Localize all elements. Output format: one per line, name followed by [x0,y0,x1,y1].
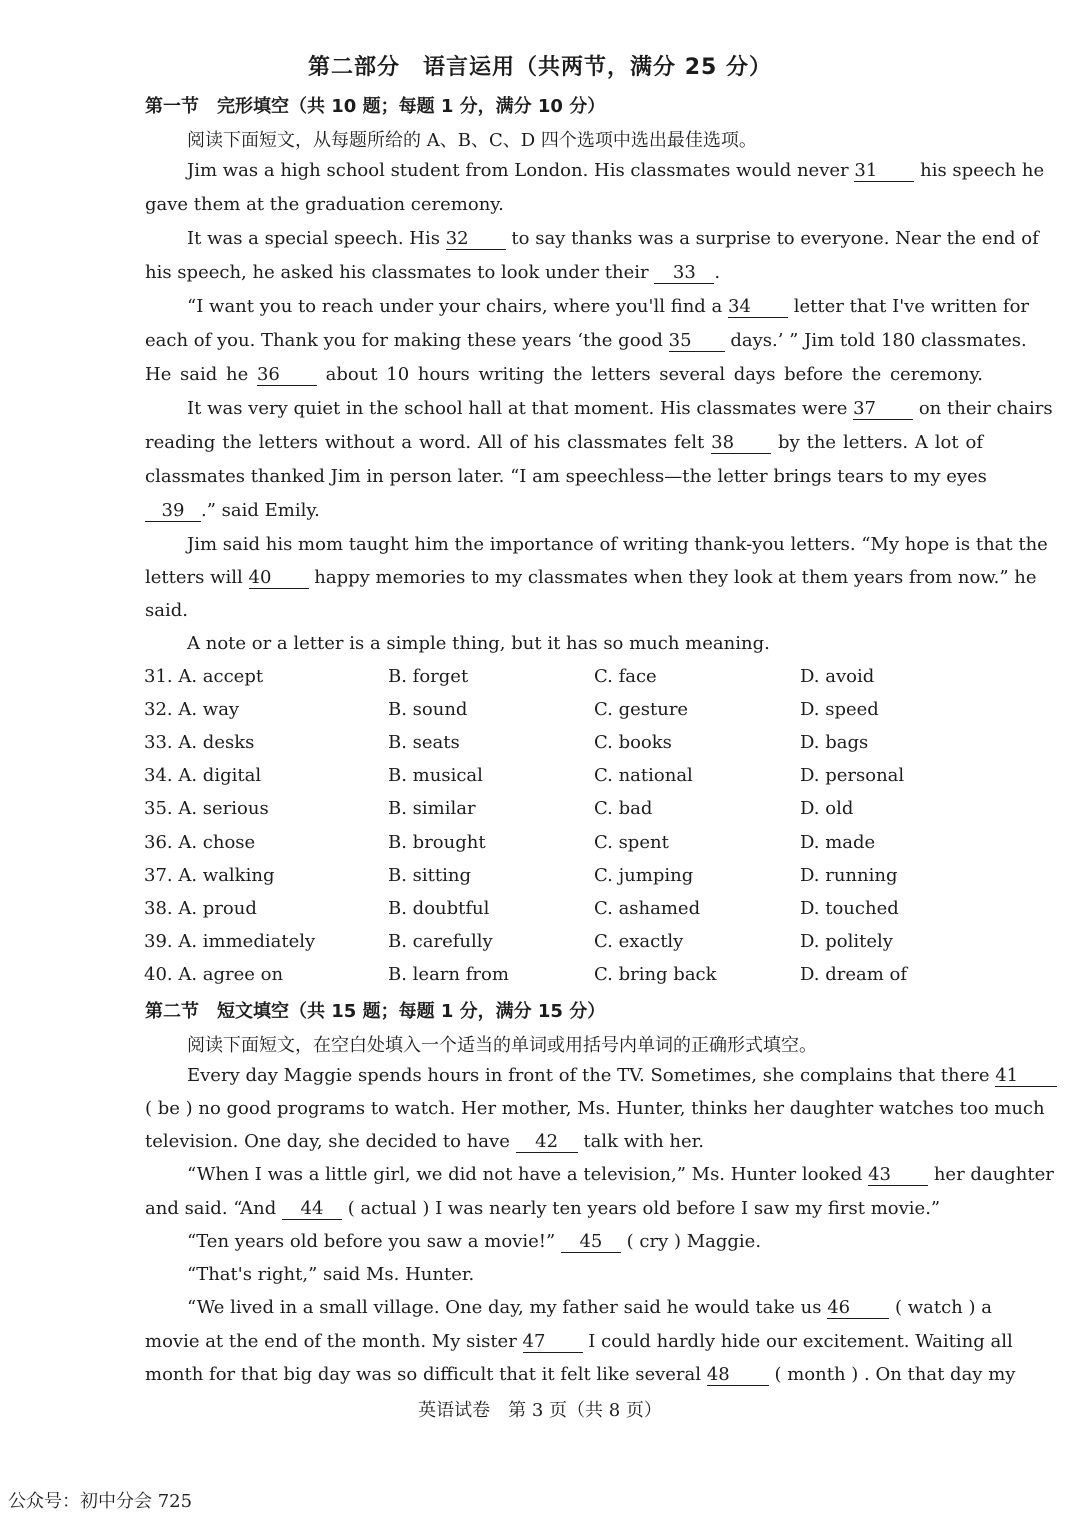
answer-blank[interactable]: 40 [249,568,309,589]
passage2-line: and said. “And 44 ( actual ) I was nearly ten years old before I saw my first movie.” [145,1198,941,1219]
passage1-line: reading the letters without a word. All of his classmates felt 38 by the letters. A lot of [145,432,983,453]
option-row [0,832,1080,854]
option-row [0,898,1080,920]
option-d[interactable]: D. politely [800,931,893,952]
option-d[interactable]: D. dream of [800,964,908,985]
option-a[interactable]: 39. A. immediately [144,931,316,952]
passage2-line: month for that big day was so difficult that it felt like several 48 ( month ) . On that day my [145,1364,1016,1385]
passage1-line: It was a special speech. His 32 to say thanks was a surprise to everyone. Near the end of [187,228,1039,249]
option-c[interactable]: C. ashamed [594,898,701,919]
option-row [0,699,1080,721]
option-b[interactable]: B. sound [388,699,468,720]
answer-blank[interactable]: 35 [669,331,725,352]
answer-blank[interactable]: 38 [711,433,771,454]
answer-blank[interactable]: 41 [995,1066,1057,1087]
passage2-line: Every day Maggie spends hours in front of the TV. Sometimes, she complains that there 41 [145,1065,983,1087]
option-d[interactable]: D. made [800,832,876,853]
option-d[interactable]: D. running [800,865,898,886]
option-d[interactable]: D. bags [800,732,869,753]
option-a[interactable]: 34. A. digital [144,765,262,786]
option-a[interactable]: 32. A. way [144,699,240,720]
answer-blank[interactable]: 43 [868,1165,928,1186]
section2-heading: 第二节 短文填空（共 15 题；每题 1 分，满分 15 分） [145,1001,606,1022]
option-c[interactable]: C. gesture [594,699,689,720]
option-b[interactable]: B. sitting [388,865,472,886]
passage1-line: Jim was a high school student from London. His classmates would never 31 his speech he [187,160,1045,181]
passage1-line: Jim said his mom taught him the importance of writing thank-you letters. “My hope is that the [187,534,1048,555]
option-a[interactable]: 33. A. desks [144,732,255,753]
section2-instruction: 阅读下面短文，在空白处填入一个适当的单词或用括号内单词的正确形式填空。 [187,1035,817,1056]
passage1-line: “I want you to reach under your chairs, where you'll find a 34 letter that I've written for [187,296,1030,317]
option-row [0,798,1080,820]
answer-blank[interactable]: 39 [145,501,201,522]
passage1-line: classmates thanked Jim in person later. “I am speechless—the letter brings tears to my eyes [145,466,987,487]
passage1-line: 39 .” said Emily. [145,500,983,522]
option-c[interactable]: C. spent [594,832,669,853]
option-b[interactable]: B. learn from [388,964,509,985]
option-row [0,732,1080,754]
page-footer: 英语试卷 第 3 页（共 8 页） [418,1400,662,1421]
section1-instruction: 阅读下面短文，从每题所给的 A、B、C、D 四个选项中选出最佳选项。 [187,130,757,151]
option-d[interactable]: D. avoid [800,666,875,687]
option-row [0,865,1080,887]
option-b[interactable]: B. carefully [388,931,493,952]
passage2-line: television. One day, she decided to have 42 talk with her. [145,1131,704,1152]
option-a[interactable]: 31. A. accept [144,666,264,687]
option-row [0,765,1080,787]
option-row [0,666,1080,688]
answer-blank[interactable]: 48 [707,1365,769,1386]
option-c[interactable]: C. books [594,732,672,753]
passage2-line: “When I was a little girl, we did not have a television,” Ms. Hunter looked 43 her daughter [187,1164,1054,1185]
option-d[interactable]: D. touched [800,898,899,919]
option-c[interactable]: C. bring back [594,964,717,985]
option-c[interactable]: C. jumping [594,865,694,886]
passage2-line: “We lived in a small village. One day, my father said he would take us 46 ( watch ) a [187,1297,992,1318]
answer-blank[interactable]: 44 [282,1199,342,1220]
passage1-line: A note or a letter is a simple thing, but it has so much meaning. [187,633,770,654]
answer-blank[interactable]: 33 [654,263,714,284]
answer-blank[interactable]: 34 [728,297,788,318]
passage2-line: ( be ) no good programs to watch. Her mother, Ms. Hunter, thinks her daughter watches too much [145,1098,1045,1119]
section1-heading: 第一节 完形填空（共 10 题；每题 1 分，满分 10 分） [145,96,606,117]
option-row [0,931,1080,953]
passage1-line: gave them at the graduation ceremony. [145,194,504,215]
answer-blank[interactable]: 32 [446,229,506,250]
option-c[interactable]: C. exactly [594,931,684,952]
passage1-line: letters will 40 happy memories to my classmates when they look at them years from now.” he [145,567,1037,588]
answer-blank[interactable]: 42 [516,1132,578,1153]
option-b[interactable]: B. similar [388,798,476,819]
passage1-line: It was very quiet in the school hall at that moment. His classmates were 37 on their chairs [187,398,1053,419]
option-c[interactable]: C. bad [594,798,653,819]
option-d[interactable]: D. speed [800,699,879,720]
option-b[interactable]: B. musical [388,765,483,786]
part-title: 第二部分 语言运用（共两节，满分 25 分） [308,55,772,80]
passage2-line: movie at the end of the month. My sister 47 I could hardly hide our excitement. Waiting all [145,1331,1013,1352]
answer-blank[interactable]: 37 [853,399,913,420]
option-a[interactable]: 40. A. agree on [144,964,284,985]
passage2-line: “That's right,” said Ms. Hunter. [187,1264,475,1285]
answer-blank[interactable]: 36 [257,365,317,386]
passage1-line: said. [145,600,188,621]
option-row [0,964,1080,986]
option-a[interactable]: 38. A. proud [144,898,257,919]
option-b[interactable]: B. forget [388,666,469,687]
option-b[interactable]: B. brought [388,832,486,853]
answer-blank[interactable]: 45 [561,1232,621,1253]
option-a[interactable]: 37. A. walking [144,865,275,886]
option-c[interactable]: C. face [594,666,657,687]
option-a[interactable]: 35. A. serious [144,798,269,819]
passage1-line: his speech, he asked his classmates to look under their 33 . [145,262,721,283]
answer-blank[interactable]: 31 [854,161,914,182]
answer-blank[interactable]: 47 [523,1332,583,1353]
passage1-line: He said he 36 about 10 hours writing the letters several days before the ceremony. [145,364,983,385]
option-a[interactable]: 36. A. chose [144,832,256,853]
passage2-line: “Ten years old before you saw a movie!” 45 ( cry ) Maggie. [187,1231,762,1252]
option-d[interactable]: D. personal [800,765,905,786]
option-b[interactable]: B. seats [388,732,460,753]
watermark-text: 公众号：初中分会 725 [8,1491,193,1512]
answer-blank[interactable]: 46 [827,1298,889,1319]
option-b[interactable]: B. doubtful [388,898,490,919]
option-d[interactable]: D. old [800,798,854,819]
option-c[interactable]: C. national [594,765,693,786]
passage1-line: each of you. Thank you for making these years ‘the good 35 days.’ ” Jim told 180 classmates. [145,330,1027,351]
